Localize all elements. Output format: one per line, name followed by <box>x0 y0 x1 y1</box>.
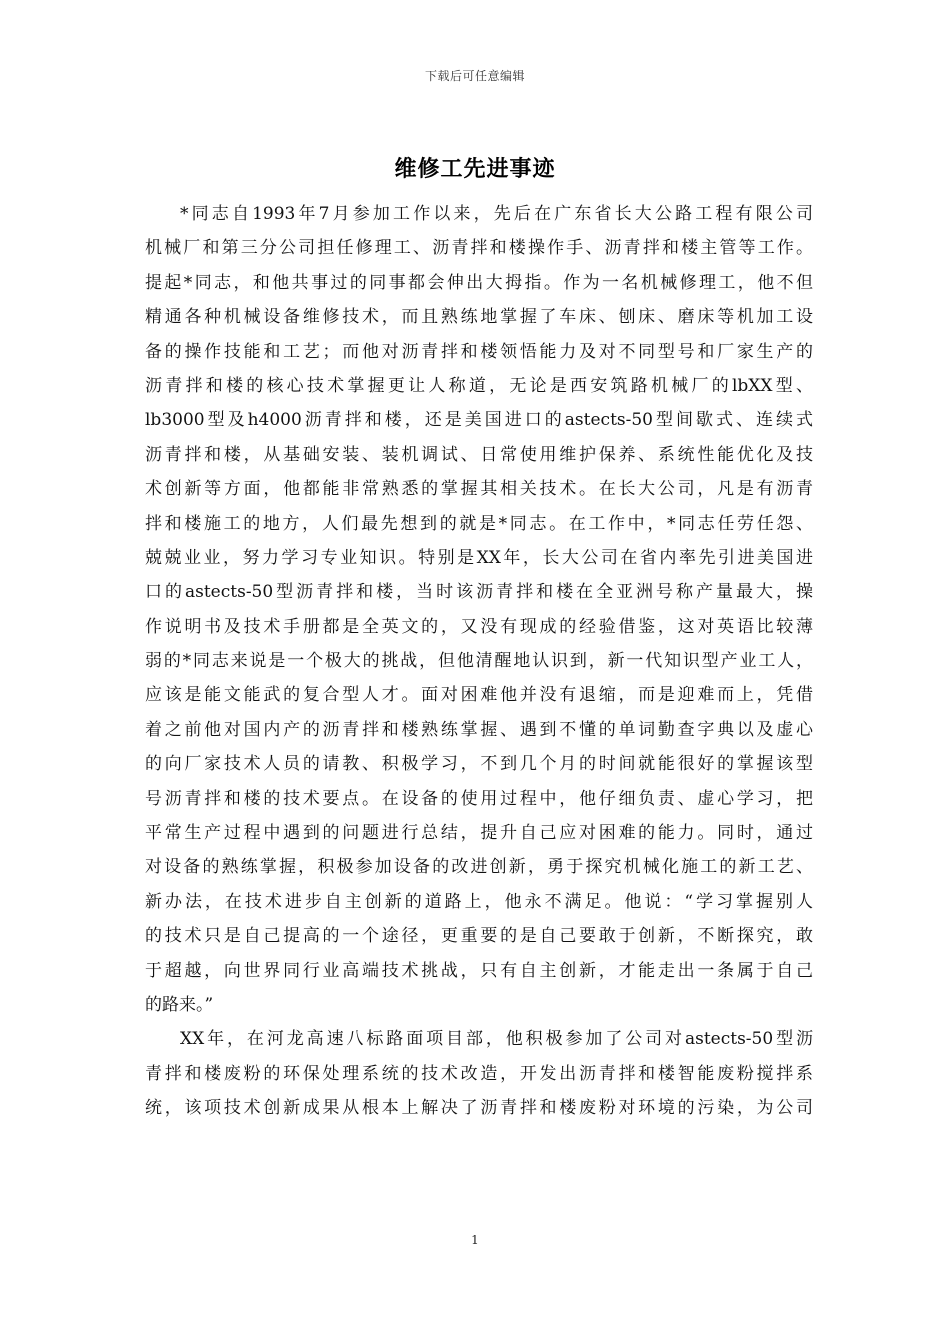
text-line: 的路来。” <box>145 994 214 1015</box>
text-line: 精通各种机械设备维修技术，而且熟练地掌握了车床、刨床、磨床等机加工设 <box>145 307 813 328</box>
text-line: *同志自1993年7月参加工作以来，先后在广东省长大公路工程有限公司 <box>180 204 813 224</box>
text-line: 对设备的熟练掌握，积极参加设备的改进创新，勇于探究机械化施工的新工艺、 <box>145 857 813 878</box>
text-line: 青拌和楼废粉的环保处理系统的技术改造，开发出沥青拌和楼智能废粉搅拌系 <box>145 1063 813 1084</box>
text-line: 沥青拌和楼的核心技术掌握更让人称道，无论是西安筑路机械厂的lbXX型、 <box>145 375 813 396</box>
document-title: 维修工先进事迹 <box>394 156 556 182</box>
text-line: 新办法，在技术进步自主创新的道路上，他永不满足。他说：“学习掌握别人 <box>145 891 813 912</box>
page-header-note: 下载后可任意编辑 <box>424 69 525 83</box>
text-line: lb3000型及h4000沥青拌和楼，还是美国进口的astects-50型间歇式、连续式 <box>145 410 813 431</box>
text-line: 拌和楼施工的地方，人们最先想到的就是*同志。在工作中，*同志任劳任怨、 <box>145 513 813 534</box>
text-line: 弱的*同志来说是一个极大的挑战，但他清醒地认识到，新一代知识型产业工人， <box>145 651 813 672</box>
paragraph-1 <box>145 197 813 1022</box>
text-line: 的向厂家技术人员的请教、积极学习，不到几个月的时间就能很好的掌握该型 <box>145 754 813 775</box>
text-line: 平常生产过程中遇到的问题进行总结，提升自己应对困难的能力。同时，通过 <box>145 823 813 844</box>
page-number: 1 <box>471 1233 479 1247</box>
text-line: 号沥青拌和楼的技术要点。在设备的使用过程中，他仔细负责、虚心学习，把 <box>145 788 813 809</box>
text-line: 沥青拌和楼，从基础安装、装机调试、日常使用维护保养、系统性能优化及技 <box>145 444 813 465</box>
document-body <box>145 197 813 1126</box>
text-line: 提起*同志，和他共事过的同事都会伸出大拇指。作为一名机械修理工，他不但 <box>145 272 813 293</box>
text-line: 应该是能文能武的复合型人才。面对困难他并没有退缩，而是迎难而上，凭借 <box>145 685 813 706</box>
text-line: 术创新等方面，他都能非常熟悉的掌握其相关技术。在长大公司，凡是有沥青 <box>145 479 813 500</box>
text-line: XX年，在河龙高速八标路面项目部，他积极参加了公司对astects-50型沥 <box>180 1029 813 1050</box>
text-line: 口的astects-50型沥青拌和楼，当时该沥青拌和楼在全亚洲号称产量最大，操 <box>145 582 813 603</box>
text-line: 兢兢业业，努力学习专业知识。特别是XX年，长大公司在省内率先引进美国进 <box>145 547 813 568</box>
text-line: 作说明书及技术手册都是全英文的，又没有现成的经验借鉴，这对英语比较薄 <box>145 616 813 637</box>
text-line: 统，该项技术创新成果从根本上解决了沥青拌和楼废粉对环境的污染，为公司 <box>145 1098 813 1119</box>
text-line: 着之前他对国内产的沥青拌和楼熟练掌握、遇到不懂的单词勤查字典以及虚心 <box>145 719 813 740</box>
text-line: 机械厂和第三分公司担任修理工、沥青拌和楼操作手、沥青拌和楼主管等工作。 <box>145 238 813 259</box>
text-line: 备的操作技能和工艺；而他对沥青拌和楼领悟能力及对不同型号和厂家生产的 <box>145 341 813 362</box>
text-line: 的技术只是自己提高的一个途径，更重要的是自己要敢于创新，不断探究，敢 <box>145 926 813 947</box>
text-line: 于超越，向世界同行业高端技术挑战，只有自主创新，才能走出一条属于自己 <box>145 960 813 981</box>
paragraph-2 <box>145 1022 813 1125</box>
